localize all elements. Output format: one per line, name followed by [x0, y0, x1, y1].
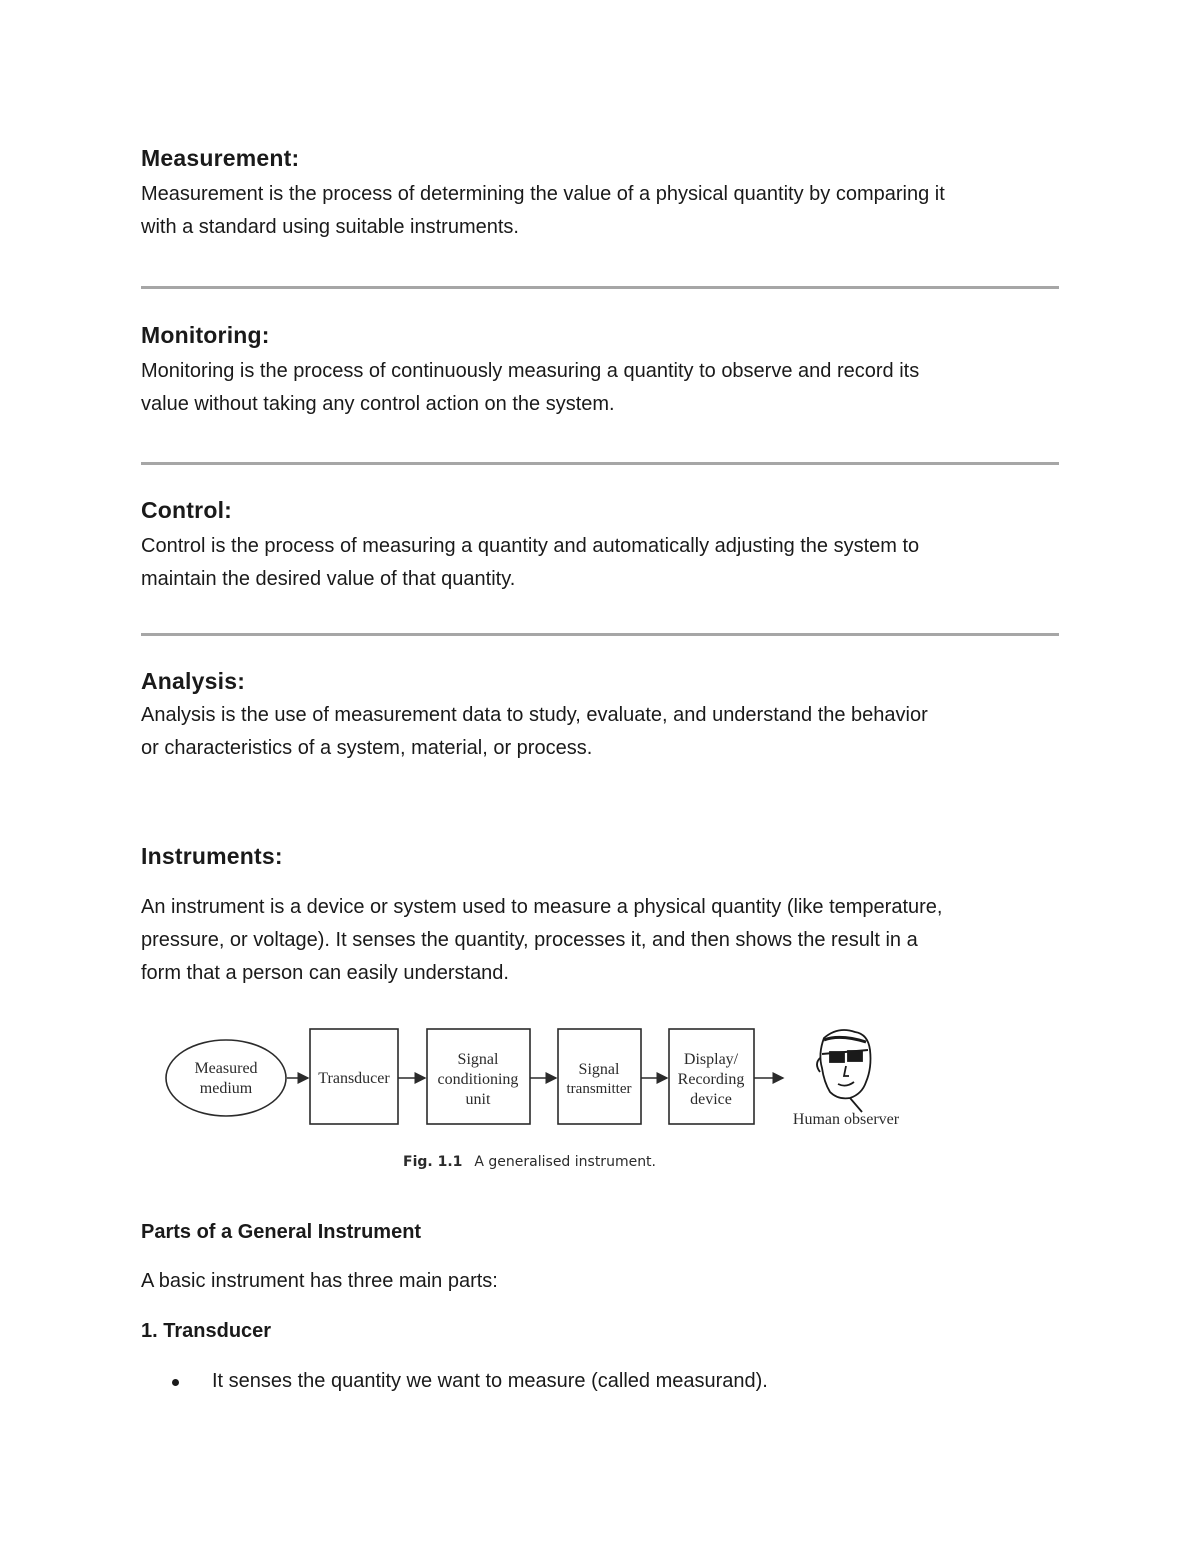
conditioning-label-1: Signal [457, 1051, 499, 1068]
transducer-label: Transducer [318, 1070, 390, 1087]
display-label-3: device [690, 1091, 732, 1108]
instruments-line-2: pressure, or voltage). It senses the quantity, processes it, and then shows the result in a [141, 929, 918, 951]
parts-intro: A basic instrument has three main parts: [141, 1270, 498, 1292]
monitoring-line-2: value without taking any control action on the system. [141, 393, 615, 415]
transducer-item-title: 1. Transducer [141, 1320, 272, 1342]
display-label-1: Display/ [683, 1051, 739, 1068]
generalised-instrument-diagram [150, 1020, 930, 1180]
human-observer-label: Human observer [792, 1111, 900, 1128]
measurement-definition [141, 178, 1071, 244]
parts-heading: Parts of a General Instrument [141, 1221, 422, 1243]
instruments-line-1: An instrument is a device or system used to measure a physical quantity (like temperature, [141, 896, 943, 918]
figure-caption-text: A generalised instrument. [474, 1154, 657, 1170]
analysis-definition [141, 699, 1071, 765]
control-definition [141, 530, 1071, 596]
analysis-line-1: Analysis is the use of measurement data to study, evaluate, and understand the behavior [141, 704, 928, 726]
control-line-1: Control is the process of measuring a quantity and automatically adjusting the system to [141, 535, 920, 557]
section-divider [141, 286, 1059, 289]
analysis-line-2: or characteristics of a system, material, or process. [141, 737, 593, 759]
measured-medium-label-1: Measured [194, 1060, 258, 1077]
control-line-2: maintain the desired value of that quantity. [141, 568, 516, 590]
monitoring-line-1: Monitoring is the process of continuously measuring a quantity to observe and record its [141, 360, 920, 382]
measurement-heading: Measurement: [141, 145, 300, 171]
control-heading: Control: [141, 497, 233, 523]
human-observer-icon [817, 1030, 871, 1112]
measured-medium-node [166, 1040, 286, 1116]
instruments-definition [141, 891, 1071, 990]
conditioning-label-2: conditioning [437, 1071, 519, 1088]
measurement-line-2: with a standard using suitable instruments. [141, 216, 519, 238]
analysis-heading: Analysis: [141, 668, 246, 694]
figure-caption [403, 1154, 656, 1170]
section-divider [141, 633, 1059, 636]
figure-caption-label: Fig. 1.1 [403, 1154, 463, 1170]
monitoring-heading: Monitoring: [141, 322, 270, 348]
transmitter-label-2: transmitter [566, 1081, 632, 1097]
transducer-bullet-text: It senses the quantity we want to measure (called measurand). [212, 1370, 768, 1392]
instruments-line-3: form that a person can easily understand. [141, 962, 509, 984]
instruments-heading: Instruments: [141, 843, 283, 869]
monitoring-definition [141, 355, 1071, 421]
display-label-2: Recording [677, 1071, 745, 1088]
measured-medium-label-2: medium [199, 1080, 253, 1097]
bullet-icon [172, 1379, 179, 1386]
conditioning-label-3: unit [465, 1091, 491, 1108]
transmitter-label-1: Signal [578, 1061, 620, 1078]
measurement-line-1: Measurement is the process of determining the value of a physical quantity by comparing it [141, 183, 945, 205]
section-divider [141, 462, 1059, 465]
